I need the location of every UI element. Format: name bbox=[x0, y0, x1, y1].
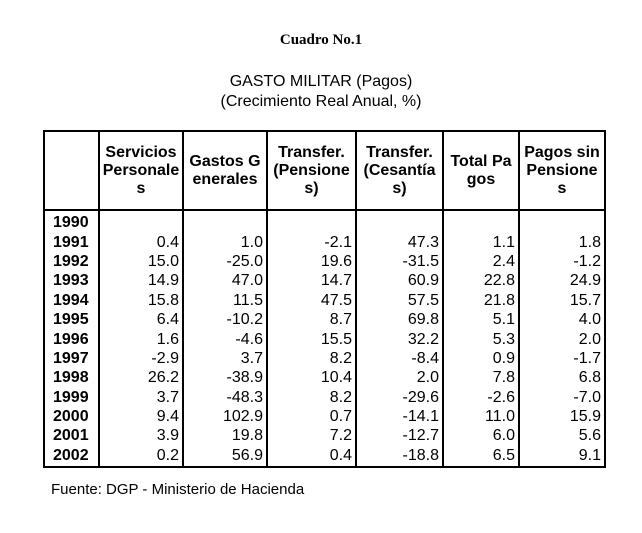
table-cell-year: 1993 bbox=[44, 271, 99, 290]
table-cell-gastos: -4.6 bbox=[183, 329, 267, 348]
table-cell-total: 1.1 bbox=[443, 232, 519, 251]
table-caption: Cuadro No.1 bbox=[279, 32, 363, 48]
table-cell-cesantias bbox=[356, 210, 443, 232]
table-cell-gastos: 56.9 bbox=[183, 446, 267, 467]
table-cell-pensiones: -2.1 bbox=[267, 232, 356, 251]
table-row bbox=[44, 426, 605, 445]
table-cell-total: 11.0 bbox=[443, 407, 519, 426]
table-cell-servicios: 14.9 bbox=[99, 271, 183, 290]
table-cell-total: 5.3 bbox=[443, 329, 519, 348]
table-cell-servicios: 3.9 bbox=[99, 426, 183, 445]
table-cell-total: 22.8 bbox=[443, 271, 519, 290]
table-title: GASTO MILITAR (Pagos) bbox=[229, 73, 413, 90]
table-cell-servicios: 1.6 bbox=[99, 329, 183, 348]
table-cell-servicios: 15.8 bbox=[99, 291, 183, 310]
table-cell-year: 1998 bbox=[44, 368, 99, 387]
table-cell-year: 2002 bbox=[44, 446, 99, 467]
table-cell-gastos: 11.5 bbox=[183, 291, 267, 310]
table-row bbox=[44, 329, 605, 348]
table-cell-gastos: -38.9 bbox=[183, 368, 267, 387]
header-cell-cesantias: Transfer. (Cesantías) bbox=[356, 131, 443, 210]
table-cell-pensiones: 14.7 bbox=[267, 271, 356, 290]
table-body bbox=[44, 210, 605, 467]
table-row bbox=[44, 271, 605, 290]
table-cell-sin-pensiones bbox=[519, 210, 605, 232]
table-cell-gastos: 19.8 bbox=[183, 426, 267, 445]
header-row bbox=[44, 131, 605, 210]
table-cell-cesantias: 47.3 bbox=[356, 232, 443, 251]
header-cell-pensiones: Transfer. (Pensiones) bbox=[267, 131, 356, 210]
table-cell-gastos: 1.0 bbox=[183, 232, 267, 251]
table-cell-cesantias: -14.1 bbox=[356, 407, 443, 426]
table-row bbox=[44, 232, 605, 251]
table-row bbox=[44, 368, 605, 387]
table-cell-total: 0.9 bbox=[443, 349, 519, 368]
table-cell-gastos: 47.0 bbox=[183, 271, 267, 290]
table-cell-cesantias: 2.0 bbox=[356, 368, 443, 387]
table-cell-gastos: 102.9 bbox=[183, 407, 267, 426]
table-cell-sin-pensiones: 4.0 bbox=[519, 310, 605, 329]
table-cell-cesantias: 69.8 bbox=[356, 310, 443, 329]
table-cell-servicios: -2.9 bbox=[99, 349, 183, 368]
table-cell-total: 6.5 bbox=[443, 446, 519, 467]
table-cell-servicios: 0.4 bbox=[99, 232, 183, 251]
header-cell-gastos: Gastos Generales bbox=[183, 131, 267, 210]
table-cell-gastos: -10.2 bbox=[183, 310, 267, 329]
table-cell-cesantias: -8.4 bbox=[356, 349, 443, 368]
table-cell-sin-pensiones: 15.9 bbox=[519, 407, 605, 426]
table-cell-servicios: 15.0 bbox=[99, 252, 183, 271]
header-cell-total: Total Pagos bbox=[443, 131, 519, 210]
table-cell-sin-pensiones: 15.7 bbox=[519, 291, 605, 310]
table-cell-year: 1990 bbox=[44, 210, 99, 232]
table-cell-total bbox=[443, 210, 519, 232]
table-cell-pensiones bbox=[267, 210, 356, 232]
table-cell-cesantias: 32.2 bbox=[356, 329, 443, 348]
table-cell-total: 2.4 bbox=[443, 252, 519, 271]
table-cell-pensiones: 8.2 bbox=[267, 349, 356, 368]
table-cell-sin-pensiones: 6.8 bbox=[519, 368, 605, 387]
table-cell-pensiones: 19.6 bbox=[267, 252, 356, 271]
table-cell-total: 21.8 bbox=[443, 291, 519, 310]
table-cell-gastos bbox=[183, 210, 267, 232]
table-cell-sin-pensiones: 1.8 bbox=[519, 232, 605, 251]
header-cell-year bbox=[44, 131, 99, 210]
table-cell-year: 1999 bbox=[44, 388, 99, 407]
table-row bbox=[44, 310, 605, 329]
table-cell-servicios: 26.2 bbox=[99, 368, 183, 387]
table-cell-year: 1991 bbox=[44, 232, 99, 251]
table-cell-cesantias: -31.5 bbox=[356, 252, 443, 271]
table-row bbox=[44, 210, 605, 232]
table-cell-servicios bbox=[99, 210, 183, 232]
table-cell-sin-pensiones: 9.1 bbox=[519, 446, 605, 467]
table-row bbox=[44, 252, 605, 271]
table-row bbox=[44, 388, 605, 407]
table-cell-pensiones: 8.7 bbox=[267, 310, 356, 329]
table-row bbox=[44, 446, 605, 467]
source-note: Fuente: DGP - Ministerio de Hacienda bbox=[51, 481, 305, 498]
table-cell-year: 1996 bbox=[44, 329, 99, 348]
table-cell-pensiones: 10.4 bbox=[267, 368, 356, 387]
table-cell-gastos: -25.0 bbox=[183, 252, 267, 271]
header-cell-sin-pensiones: Pagos sin Pensiones bbox=[519, 131, 605, 210]
table-cell-total: 6.0 bbox=[443, 426, 519, 445]
table-cell-year: 1995 bbox=[44, 310, 99, 329]
table-cell-year: 1994 bbox=[44, 291, 99, 310]
table-cell-cesantias: 57.5 bbox=[356, 291, 443, 310]
table-cell-sin-pensiones: 5.6 bbox=[519, 426, 605, 445]
table-cell-total: 5.1 bbox=[443, 310, 519, 329]
table-cell-sin-pensiones: -1.2 bbox=[519, 252, 605, 271]
table-cell-sin-pensiones: -7.0 bbox=[519, 388, 605, 407]
table-cell-pensiones: 0.4 bbox=[267, 446, 356, 467]
table-cell-servicios: 0.2 bbox=[99, 446, 183, 467]
table-cell-pensiones: 8.2 bbox=[267, 388, 356, 407]
table-cell-year: 2000 bbox=[44, 407, 99, 426]
table-cell-gastos: 3.7 bbox=[183, 349, 267, 368]
table-cell-total: -2.6 bbox=[443, 388, 519, 407]
table-cell-servicios: 3.7 bbox=[99, 388, 183, 407]
table-cell-pensiones: 47.5 bbox=[267, 291, 356, 310]
table-cell-pensiones: 7.2 bbox=[267, 426, 356, 445]
table-cell-servicios: 9.4 bbox=[99, 407, 183, 426]
table-subtitle: (Crecimiento Real Anual, %) bbox=[220, 93, 422, 110]
table-cell-total: 7.8 bbox=[443, 368, 519, 387]
table-cell-cesantias: -12.7 bbox=[356, 426, 443, 445]
table-row bbox=[44, 349, 605, 368]
table-cell-gastos: -48.3 bbox=[183, 388, 267, 407]
table-cell-cesantias: -18.8 bbox=[356, 446, 443, 467]
table-cell-servicios: 6.4 bbox=[99, 310, 183, 329]
header-cell-servicios: Servicios Personales bbox=[99, 131, 183, 210]
table-cell-pensiones: 0.7 bbox=[267, 407, 356, 426]
table-cell-cesantias: 60.9 bbox=[356, 271, 443, 290]
table-cell-sin-pensiones: 2.0 bbox=[519, 329, 605, 348]
table-row bbox=[44, 291, 605, 310]
table-cell-sin-pensiones: 24.9 bbox=[519, 271, 605, 290]
table-cell-year: 1992 bbox=[44, 252, 99, 271]
data-table bbox=[43, 130, 606, 468]
table-cell-cesantias: -29.6 bbox=[356, 388, 443, 407]
table-row bbox=[44, 407, 605, 426]
table-cell-pensiones: 15.5 bbox=[267, 329, 356, 348]
table-cell-year: 1997 bbox=[44, 349, 99, 368]
table-cell-sin-pensiones: -1.7 bbox=[519, 349, 605, 368]
table-cell-year: 2001 bbox=[44, 426, 99, 445]
